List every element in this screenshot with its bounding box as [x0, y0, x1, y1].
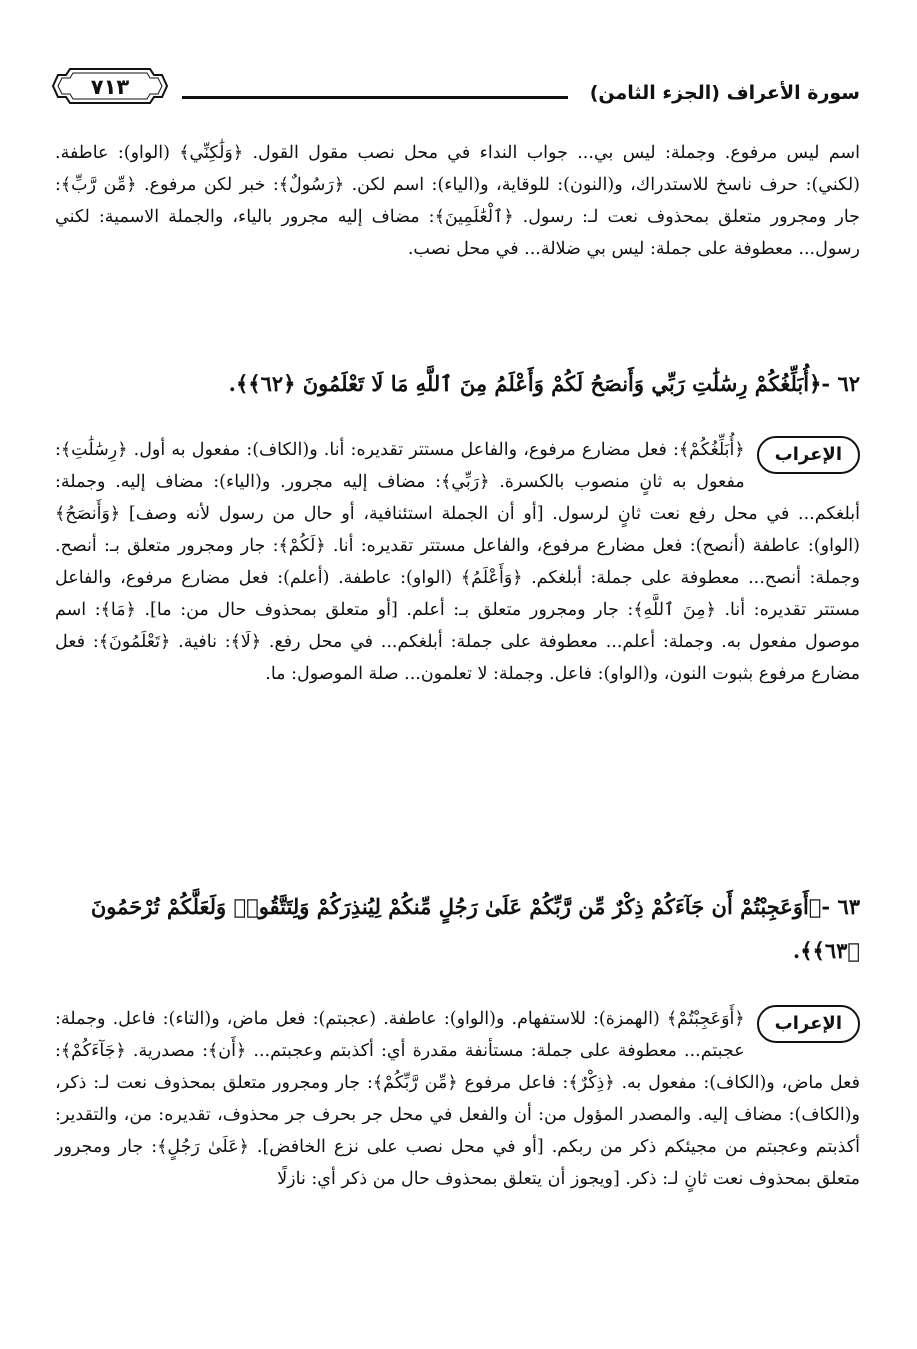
irab-label-badge: الإعراب	[757, 436, 860, 474]
verse-62: ٦٢ -﴿أُبَلِّغُكُمْ رِسَٰلَٰتِ رَبِّي وَأَنصَحُ لَكُمْ وَأَعْلَمُ مِنَ ٱللَّهِ مَا لَا تَعْلَمُونَ ﴿٦٢﴾﴾.	[228, 371, 860, 396]
irab-section-62	[55, 434, 860, 690]
commentary-paragraph-1: اسم ليس مرفوع. وجملة: ليس بي... جواب النداء في محل نصب مقول القول. ﴿وَلَٰكِنِّي﴾ (الواو): عاطفة. (لكني): حرف ناسخ للاستدراك، و(النون): للوقاية، و(الياء): اسم لكن. ﴿رَسُولٌ﴾: خبر لكن مرفوع. ﴿مِّن رَّبِّ﴾: جار ومجرور متعلق بمحذوف نعت لـ: رسول. ﴿ٱلْعَٰلَمِينَ﴾: مضاف إليه مجرور بالياء، والجملة الاسمية: لكني رسول... معطوفة على جملة: ليس بي ضلالة... في محل نصب.	[55, 143, 860, 259]
page-title: سورة الأعراف (الجزء الثامن)	[589, 82, 860, 104]
page-number: ٧١٣	[90, 75, 130, 99]
irab-text-62: ﴿أُبَلِّغُكُمْ﴾: فعل مضارع مرفوع، والفاعل مستتر تقديره: أنا. و(الكاف): مفعول به أول. ﴿رِسَٰلَٰتِ﴾: مفعول به ثانٍ منصوب بالكسرة. ﴿رَبِّي﴾: مضاف إليه مجرور. و(الياء): مضاف إليه. وجملة: أبلغكم... في محل رفع نعت ثانٍ لرسول. [أو أن الجملة استئنافية، أو حال من رسول لأنه وصف] ﴿وَأَنصَحُ﴾ (الواو): عاطفة (أنصح): فعل مضارع مرفوع، والفاعل مستتر تقديره: أنا. ﴿لَكُمْ﴾: جار ومجرور متعلق بـ: أنصح. وجملة: أنصح... معطوفة على جملة: أبلغكم. ﴿وَأَعْلَمُ﴾ (الواو): عاطفة. (أعلم): فعل مضارع مرفوع، والفاعل مستتر تقديره: أنا. ﴿مِنَ ٱللَّهِ﴾: جار ومجرور متعلق بـ: أعلم. [أو متعلق بمحذوف حال من: ما]. ﴿مَا﴾: اسم موصول مفعول به. وجملة: أعلم... معطوفة على جملة: أبلغكم... في محل رفع. ﴿لَا﴾: نافية. ﴿تَعْلَمُونَ﴾: فعل مضارع مرفوع بثبوت النون، و(الواو): فاعل. وجملة: لا تعلمون... صلة الموصول: ما.	[55, 440, 860, 684]
header-divider	[182, 96, 568, 99]
page-header	[50, 62, 860, 112]
irab-label-badge: الإعراب	[757, 1005, 860, 1043]
irab-text-63: ﴿أَوَعَجِبْتُمْ﴾ (الهمزة): للاستفهام. و(الواو): عاطفة. (عجبتم): فعل ماض، و(التاء): فاعل. وجملة: عجبتم... معطوفة على جملة: مستأنفة مقدرة أي: أكذبتم وعجبتم... ﴿أَن﴾: مصدرية. ﴿جَآءَكُمْ﴾: فعل ماض، و(الكاف): مفعول به. ﴿ذِكْرٌ﴾: فاعل مرفوع ﴿مِّن رَّبِّكُمْ﴾: جار ومجرور متعلق بمحذوف نعت لـ: ذكر، و(الكاف): مضاف إليه. والمصدر المؤول من: أن والفعل في محل جر بحرف جر محذوف، تقديره: من، والتقدير: أكذبتم وعجبتم من مجيئكم ذكر من ربكم. [أو في محل نصب على نزع الخافض]. ﴿عَلَىٰ رَجُلٍ﴾: جار ومجرور متعلق بمحذوف نعت ثانٍ لـ: ذكر. [ويجوز أن يتعلق بمحذوف حال من ذكر أي: نازلًا	[55, 1009, 860, 1189]
page-number-frame	[50, 66, 170, 106]
irab-section-63	[55, 1003, 860, 1195]
verse-63: ٦٣ -﴿أَوَعَجِبْتُمْ أَن جَآءَكُمْ ذِكْرٌ مِّن رَّبِّكُمْ عَلَىٰ رَجُلٍ مِّنكُمْ لِيُنذِرَكُمْ وَلِتَتَّقُوا۟ وَلَعَلَّكُمْ تُرْحَمُونَ ﴿٦٣﴾﴾.	[90, 894, 860, 963]
